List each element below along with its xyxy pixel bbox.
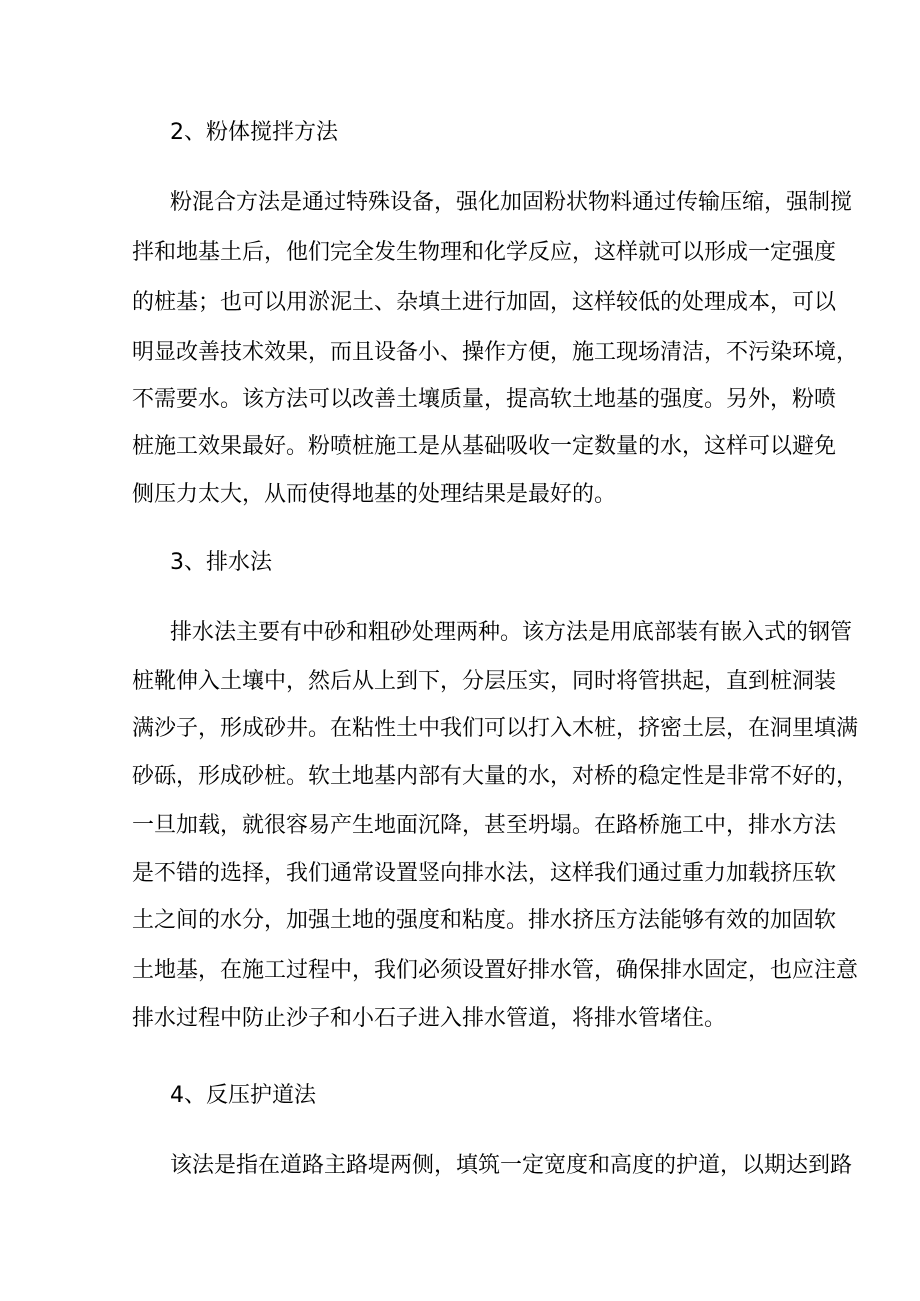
paragraph-line: 侧压力太大，从而使得地基的处理结果是最好的。 bbox=[132, 482, 617, 507]
paragraph-line: 桩施工效果最好。粉喷桩施工是从基础吸收一定数量的水，这样可以避免 bbox=[132, 434, 837, 459]
paragraph-line: 满沙子，形成砂井。在粘性土中我们可以打入木桩，挤密土层，在洞里填满 bbox=[132, 716, 859, 741]
paragraph-line: 土地基，在施工过程中，我们必须设置好排水管，确保排水固定，也应注意 bbox=[132, 958, 859, 983]
paragraph-line: 排水法主要有中砂和粗砂处理两种。该方法是用底部装有嵌入式的钢管 bbox=[170, 620, 853, 645]
paragraph-line: 一旦加载，就很容易产生地面沉降，甚至坍塌。在路桥施工中，排水方法 bbox=[132, 813, 837, 838]
section-heading: 3、排水法 bbox=[170, 550, 272, 575]
paragraph-line: 的桩基；也可以用淤泥土、杂填土进行加固，这样较低的处理成本，可以 bbox=[132, 290, 837, 315]
section-heading: 4、反压护道法 bbox=[170, 1083, 316, 1108]
paragraph-line: 桩靴伸入土壤中，然后从上到下，分层压实，同时将管拱起，直到桩洞装 bbox=[132, 669, 837, 694]
paragraph-line: 明显改善技术效果，而且设备小、操作方便，施工现场清洁，不污染环境， bbox=[132, 340, 859, 365]
paragraph-line: 是不错的选择，我们通常设置竖向排水法，这样我们通过重力加载挤压软 bbox=[132, 861, 837, 886]
paragraph-line: 该法是指在道路主路堤两侧，填筑一定宽度和高度的护道，以期达到路 bbox=[170, 1153, 853, 1178]
paragraph-line: 粉混合方法是通过特殊设备，强化加固粉状物料通过传输压缩，强制搅 bbox=[170, 190, 853, 215]
paragraph-line: 砂砾，形成砂桩。软土地基内部有大量的水，对桥的稳定性是非常不好的， bbox=[132, 764, 859, 789]
paragraph-line: 拌和地基土后，他们完全发生物理和化学反应，这样就可以形成一定强度 bbox=[132, 240, 837, 265]
paragraph-line: 不需要水。该方法可以改善土壤质量，提高软土地基的强度。另外，粉喷 bbox=[132, 387, 837, 412]
section-heading: 2、粉体搅拌方法 bbox=[170, 120, 338, 145]
paragraph-line: 土之间的水分，加强土地的强度和粘度。排水挤压方法能够有效的加固软 bbox=[132, 908, 837, 933]
paragraph-line: 排水过程中防止沙子和小石子进入排水管道，将排水管堵住。 bbox=[132, 1006, 727, 1031]
